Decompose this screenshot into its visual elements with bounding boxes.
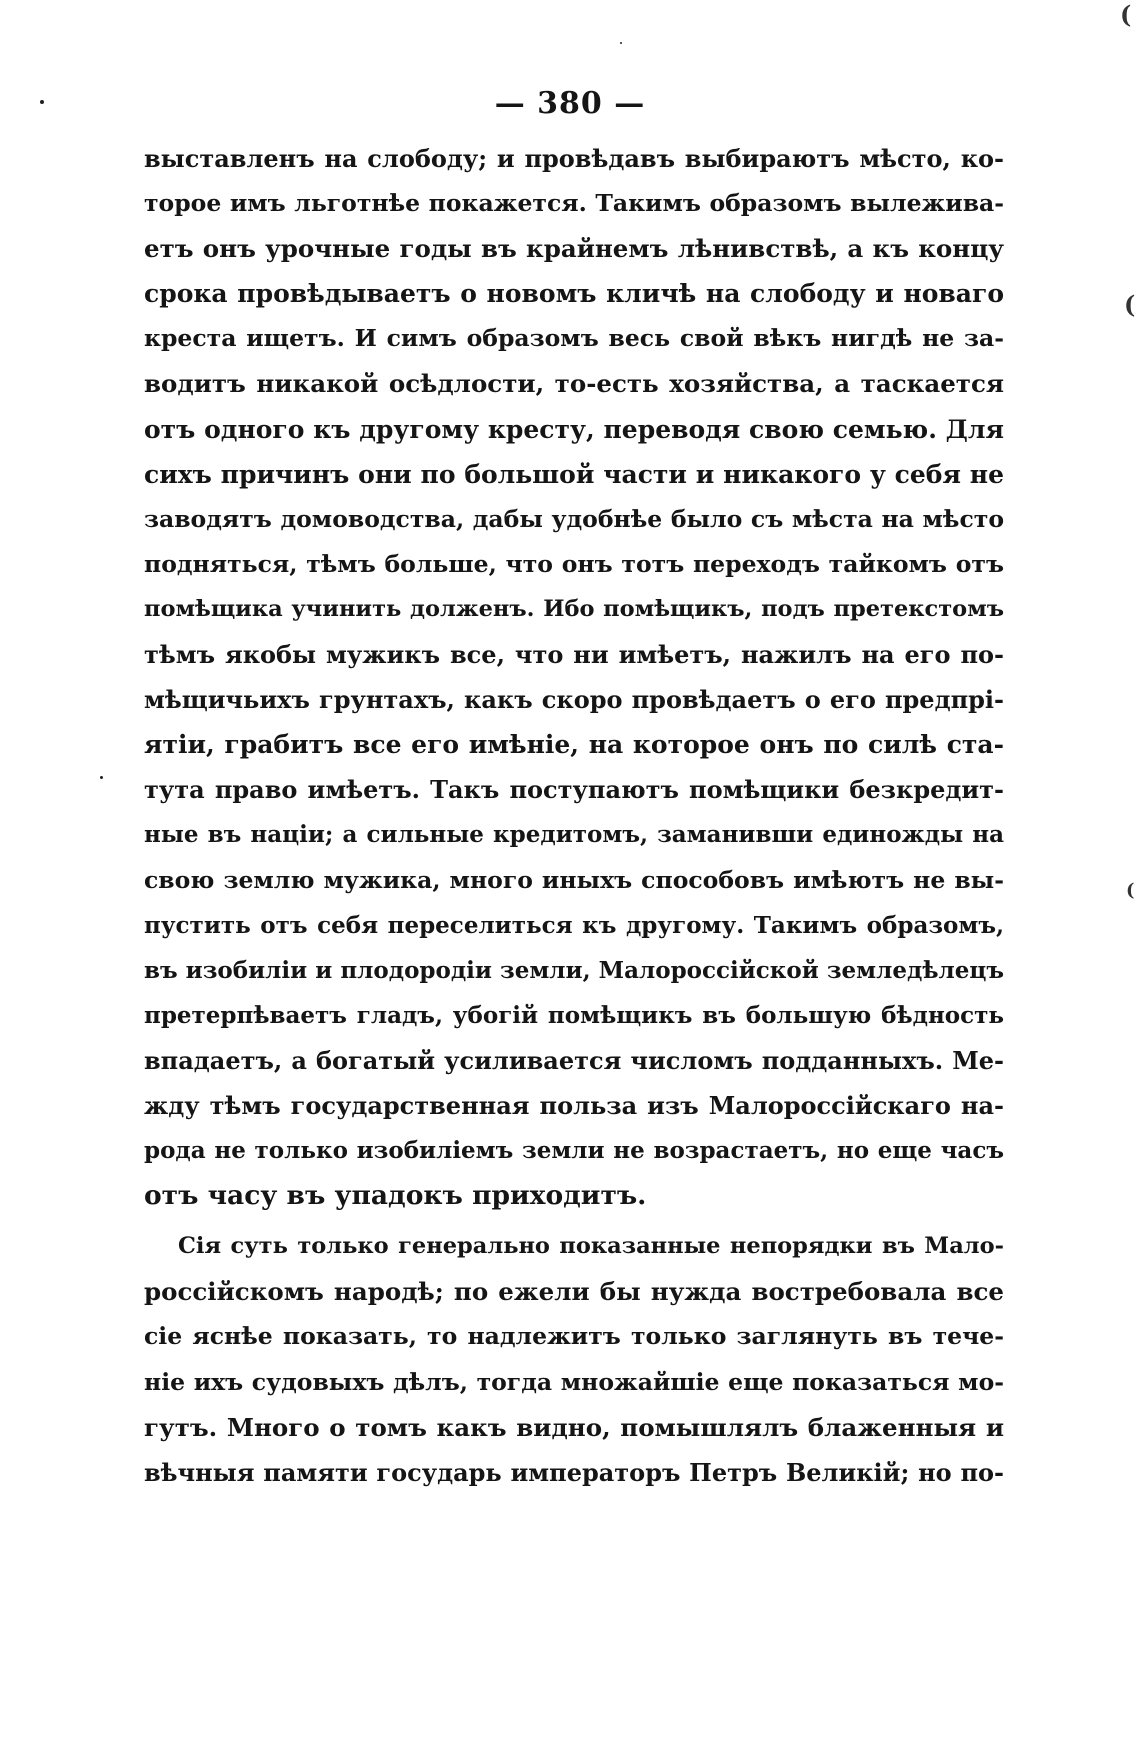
text-line: отъ одного къ другому кресту, переводя свою семью. Для xyxy=(144,414,1004,444)
text-line: гутъ. Много о томъ какъ видно, помышлялъ блаженныя и xyxy=(144,1412,1004,1442)
text-line: свою землю мужика, много иныхъ способовъ имѣютъ не вы- xyxy=(144,865,1004,894)
text-line: ніе ихъ судовыхъ дѣлъ, тогда множайшіе еще показаться мо- xyxy=(144,1367,1004,1396)
text-line: выставленъ на слободу; и провѣдавъ выбираютъ мѣсто, ко- xyxy=(144,144,1004,173)
text-line: помѣщика учинить долженъ. Ибо помѣщикъ, подъ претекстомъ xyxy=(144,595,1004,622)
scan-speck xyxy=(40,100,44,104)
text-line: сихъ причинъ они по большой части и никакого у себя не xyxy=(144,459,1004,489)
text-line: креста ищетъ. И симъ образомъ весь свой вѣкъ нигдѣ не за- xyxy=(144,324,1004,353)
text-line: мѣщичьихъ грунтахъ, какъ скоро провѣдаетъ о его предпрі- xyxy=(144,685,1004,715)
text-line: въ изобиліи и плодородіи земли, Малороссійской земледѣлецъ xyxy=(144,956,1004,984)
text-line: тѣмъ якобы мужикъ все, что ни имѣетъ, нажилъ на его по- xyxy=(144,640,1004,670)
text-line: россійскомъ народѣ; по ежели бы нужда востребовала все xyxy=(144,1277,1004,1307)
text-line: отъ часу въ упадокъ приходитъ. xyxy=(144,1180,647,1212)
paragraph-2 xyxy=(144,1224,1004,1495)
scan-edge-mark: ( xyxy=(1124,290,1136,319)
body-text xyxy=(144,136,1004,1495)
text-line: заводятъ домоводства, дабы удобнѣе было съ мѣста на мѣсто xyxy=(144,504,1004,533)
text-line: рода не только изобиліемъ земли не возрастаетъ, но еще часъ xyxy=(144,1137,1004,1165)
scan-speck xyxy=(620,42,622,44)
text-line: пустить отъ себя переселиться къ другому. Такимъ образомъ, xyxy=(144,911,1004,939)
text-line: сіе яснѣе показать, то надлежитъ только заглянуть въ тече- xyxy=(144,1322,1004,1351)
text-line: етъ онъ урочные годы въ крайнемъ лѣнивствѣ, а къ концу xyxy=(144,234,1004,264)
text-line: срока провѣдываетъ о новомъ кличѣ на слободу и новаго xyxy=(144,279,1004,309)
text-line: тута право имѣетъ. Такъ поступаютъ помѣщики безкредит- xyxy=(144,775,1004,805)
text-line: ные въ націи; а сильные кредитомъ, заманивши единожды на xyxy=(144,821,1004,849)
text-line: претерпѣваетъ гладъ, убогій помѣщикъ въ большую бѣдность xyxy=(144,1001,1004,1029)
text-line: Сія суть только генерально показанные непорядки въ Мало- xyxy=(178,1233,1004,1260)
text-line: водитъ никакой осѣдлости, то-есть хозяйства, а таскается xyxy=(144,369,1004,399)
scan-edge-mark: ( xyxy=(1126,880,1135,901)
text-line: ятіи, грабитъ все его имѣніе, на которое онъ по силѣ ста- xyxy=(144,730,1004,760)
scan-speck xyxy=(100,776,103,779)
text-line: подняться, тѣмъ больше, что онъ тотъ переходъ тайкомъ отъ xyxy=(144,549,1004,578)
text-line: вѣчныя памяти государь императоръ Петръ Великій; но по- xyxy=(144,1457,1004,1487)
scan-edge-mark: ( xyxy=(1120,0,1132,29)
text-line: жду тѣмъ государственная польза изъ Малороссійскаго на- xyxy=(144,1090,1004,1120)
text-line: впадаетъ, а богатый усиливается числомъ подданныхъ. Ме- xyxy=(144,1045,1004,1075)
page-number: — 380 — xyxy=(494,86,646,121)
text-line: торое имъ льготнѣе покажется. Такимъ образомъ вылежива- xyxy=(144,189,1004,218)
paragraph-1 xyxy=(144,136,1004,1218)
